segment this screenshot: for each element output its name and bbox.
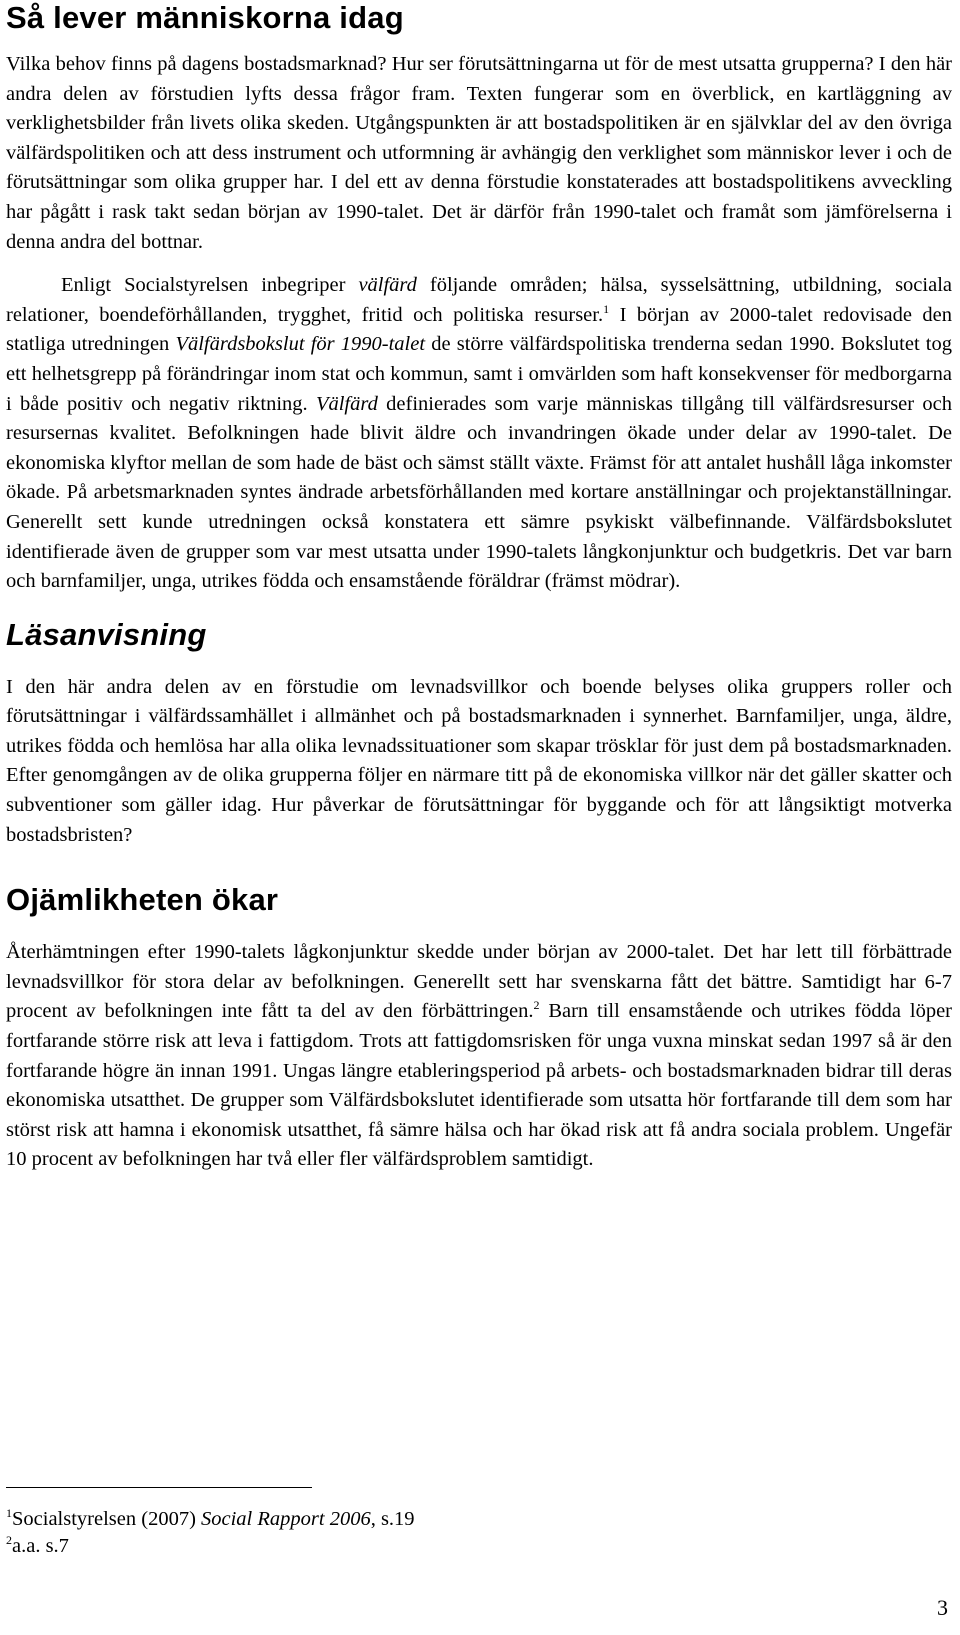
italic-term-valfard-2: Välfärd (315, 392, 378, 415)
text-run: de större välfärdspolitiska trenderna sedan 1990. Bokslutet tog ett helhetsgrepp på förändringar inom stat och kommun, samt i omvärlden som haft konsekvenser för medborgarna i både positiv och negativ riktning. (6, 333, 952, 415)
footnote-title-italic: Social Rapport 2006 (201, 1508, 371, 1530)
lasanvisning-paragraph: I den här andra delen av en förstudie om levnadsvillkor och boende belyses olika gruppers roller och förutsättningar i välfärdssamhället i allmänhet och på bostadsmarknaden i synnerhet. Barnfamiljer, unga, äldre, utrikes födda och hemlösa har alla olika levnadssituationer som skapar trösklar för just dem på bostadsmarknaden. Efter genomgången av de olika grupperna följer en närmare titt på de ekonomiska villkor när det gäller skatter och subventioner som gäller idag. Hur påverkar de förutsättningar för byggande och för att långsiktigt motverka bostadsbristen? (6, 675, 952, 846)
page-content (6, 0, 952, 1175)
footnote-number: 1 (6, 1506, 12, 1520)
footnotes (6, 1506, 706, 1560)
intro-paragraph-1: Vilka behov finns på dagens bostadsmarknad? Hur ser förutsättningarna ut för de mest utsatta grupperna? I den här andra delen av förstudien lyfts dessa frågor fram. Texten fungerar som en överblick, en kartläggning av verklighetsbilder från livets olika skeden. Utgångspunkten är att bostadspolitiken är en självklar del av den övriga välfärdspolitiken och att dess instrument och utformning är avhängig den verklighet som människor lever i och de förutsättningar som olika grupper har. I del ett av denna förstudie konstaterades att bostadspolitikens avveckling har pågått i rask takt sedan början av 1990-talet. Det är därför från 1990-talet och framåt som jämförelserna i denna andra del bottnar. (6, 53, 952, 253)
italic-title-valfardsbokslut: Välfärdsbokslut för 1990-talet (175, 333, 426, 356)
footnote-text: a.a. s.7 (12, 1535, 69, 1557)
section-heading-lasanvisning: Läsanvisning (6, 616, 207, 652)
text-run: Återhämtningen efter 1990-talets lågkonjunktur skedde under början av 2000-talet. Det har lett till förbättrade levnadsvillkor för stora delar av befolkningen. Generellt sett har svenskarna fått det bättre. Samtidigt har 6-7 procent av befolkningen inte fått ta del av den förbättringen. (6, 941, 952, 1023)
ojamlikhet-paragraph (6, 938, 952, 1175)
footnote-text: Socialstyrelsen (2007) (12, 1508, 202, 1530)
footnote-2 (6, 1533, 706, 1560)
intro-paragraph-2 (6, 271, 952, 597)
page-number: 3 (937, 1595, 948, 1620)
text-run: följande områden; hälsa, sysselsättning, utbildning, sociala relationer, boendeförhållanden, trygghet, fritid och politiska resurser. (6, 274, 952, 326)
section-heading-intro: Så lever människorna idag (6, 0, 404, 35)
text-run: I början av 2000-talet redovisade den statliga utredningen (6, 303, 952, 356)
text-run: Enligt Socialstyrelsen inbegriper (61, 274, 359, 297)
text-run: Barn till ensamstående och utrikes födda löper fortfarande större risk att leva i fattigdom. Trots att fattigdomsrisken för unga vuxna minskat sedan 1997 så är den fortfarande högre än innan 1991. Ungas längre etableringsperiod på arbets- och bostadsmarknaden bidrar till deras ekonomiska utsatthet. De grupper som Välfärdsbokslutet identifierade som utsatta hör fortfarande till dem som har störst risk att hamna i ekonomisk utsatthet, få sämre hälsa och har ökad risk att få andra sociala problem. Ungefär 10 procent av befolkningen har två eller fler välfärdsproblem samtidigt. (6, 1000, 952, 1171)
footnote-ref-1[interactable]: 1 (603, 301, 610, 316)
footnote-ref-2[interactable]: 2 (533, 998, 540, 1013)
text-run: definierades som varje människas tillgång till välfärdsresurser och resursernas kvalitet. Befolkningen hade blivit äldre och invandringen ökade under delar av 1990-talet. De ekonomiska klyftor mellan de som hade de bäst och sämst ställt växte. Främst för att antalet hushåll låga inkomster ökade. På arbetsmarknaden syntes ändrade arbetsförhållanden med kortare anställningar och projektanställningar. Generellt sett kunde utredningen också konstatera ett sämre psykiskt välbefinnande. Välfärdsbokslutet identifierade även de grupper som var mest utsatta under 1990-talets långkonjunktur och budgetkris. Det var barn och barnfamiljer, unga, utrikes födda och ensamstående föräldrar (främst mödrar). (6, 392, 953, 593)
footnote-text: , s.19 (370, 1508, 415, 1530)
footnote-1 (6, 1506, 706, 1533)
section-heading-ojamlikhet: Ojämlikheten ökar (6, 882, 279, 918)
footnote-number: 2 (6, 1533, 12, 1547)
italic-term-valfard: välfärd (358, 274, 417, 297)
footnote-divider (6, 1487, 312, 1488)
